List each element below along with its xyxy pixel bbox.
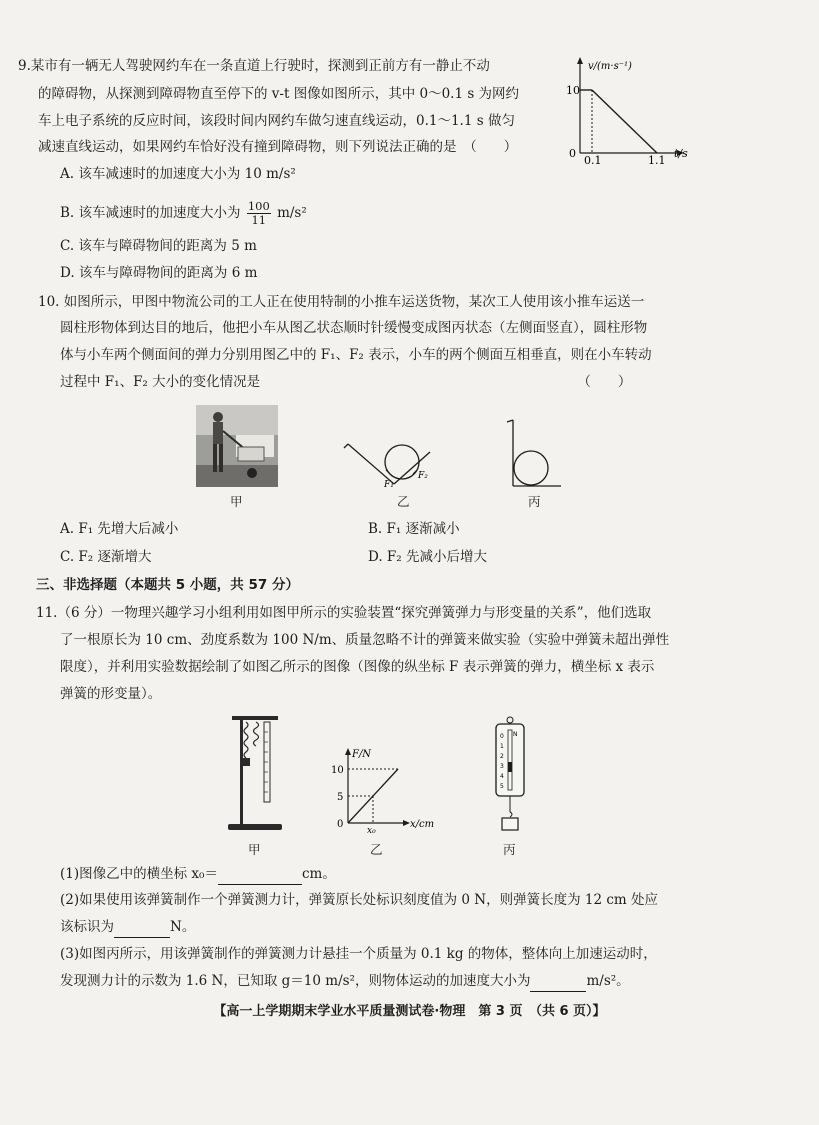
- q11-line-2: 了一根原长为 10 cm、劲度系数为 100 N/m、质量忽略不计的弹簧来做实验（实验中弹簧未超出弹性: [60, 632, 670, 648]
- q9-graph-xtick-1: 0.1: [584, 154, 602, 165]
- q11-part-1-text: (1)图像乙中的横坐标 x₀＝: [60, 866, 218, 882]
- q11-scale-unit: N: [513, 731, 518, 738]
- q11-caption-bing: 丙: [503, 842, 516, 857]
- q10-line-4: 过程中 F₁、F₂ 大小的变化情况是 （ ）: [60, 374, 632, 390]
- q9-line-2: 的障碍物，从探测到障碍物直至停下的 v-t 图像如图所示，其中 0～0.1 s 为网约: [38, 86, 520, 102]
- q10-line-3: 体与小车两个侧面间的弹力分别用图乙中的 F₁、F₂ 表示，小车的两个侧面互相垂直，则在小车转动: [60, 347, 652, 363]
- q9-option-b-fraction: [247, 200, 271, 227]
- q9-option-d: D. 该车与障碍物间的距离为 6 m: [60, 265, 258, 281]
- q11-fx-graph: [330, 745, 445, 835]
- q11-caption-yi: 乙: [370, 842, 383, 857]
- q11-scale-mark-3: 3: [500, 763, 504, 770]
- q9-graph-ylabel: v/(m·s⁻¹): [588, 61, 632, 72]
- q11-graph-xlabel: x/cm: [410, 819, 435, 830]
- q11-line-3: 限度），并利用实验数据绘制了如图乙所示的图像（图像的纵坐标 F 表示弹簧的弹力，横坐标 x 表示: [60, 659, 655, 675]
- q11-part-2-text: 该标识为: [60, 919, 114, 935]
- q10-worker-photo: [196, 405, 278, 487]
- q11-part-2-line-1: (2)如果使用该弹簧制作一个弹簧测力计，弹簧原长处标识刻度值为 0 N，则弹簧长度为 12 cm 处应: [60, 892, 659, 908]
- section-3-heading: 三、非选择题（本题共 5 小题，共 57 分）: [36, 577, 299, 593]
- q9-graph-xtick-2: 1.1: [648, 154, 666, 165]
- q11-scale-mark-0: 0: [500, 733, 504, 740]
- q10-caption-bing: 丙: [528, 494, 541, 509]
- q11-caption-jia: 甲: [248, 842, 261, 857]
- q11-part-1: [60, 864, 336, 885]
- q11-part-2-unit: N。: [170, 919, 196, 935]
- q9-option-b-text: B. 该车减速时的加速度大小为: [60, 205, 241, 221]
- q10-f2-label: F₂: [418, 471, 428, 481]
- q10-trolley-diagram-yi: [338, 430, 448, 490]
- q11-part-1-unit: cm。: [301, 866, 336, 882]
- q10-option-a: A. F₁ 先增大后减小: [60, 521, 179, 537]
- q11-line-4: 弹簧的形变量）。: [60, 686, 162, 702]
- q11-scale-mark-1: 1: [500, 743, 504, 750]
- q11-part-3-unit: m/s²。: [586, 973, 630, 989]
- q11-scale-mark-5: 5: [500, 783, 504, 790]
- q10-line-1: 10. 如图所示，甲图中物流公司的工人正在使用特制的小推车运送货物，某次工人使用该小推车运送一: [38, 294, 645, 310]
- q11-graph-ylabel: F/N: [352, 749, 372, 760]
- q11-line-1: 11.（6 分）一物理兴趣学习小组利用如图甲所示的实验装置“探究弹簧弹力与形变量的关系”，他们选取: [36, 605, 652, 621]
- q11-part-1-answer-blank[interactable]: [218, 864, 302, 885]
- q9-graph-origin: 0: [569, 147, 576, 160]
- q11-graph-ytick-5: 5: [337, 792, 344, 803]
- q11-spring-apparatus: [226, 712, 286, 836]
- q9-option-a: A. 该车减速时的加速度大小为 10 m/s²: [60, 166, 296, 182]
- q10-caption-jia: 甲: [230, 494, 243, 509]
- q10-line-2: 圆柱形物体到达目的地后，他把小车从图乙状态顺时针缓慢变成图丙状态（左侧面竖直），圆柱形物: [60, 320, 648, 336]
- q9-option-c: C. 该车与障碍物间的距离为 5 m: [60, 238, 257, 254]
- q11-graph-ytick-10: 10: [331, 765, 344, 776]
- q10-option-c: C. F₂ 逐渐增大: [60, 549, 152, 565]
- q9-fraction-numerator: 100: [247, 199, 270, 213]
- q10-trolley-diagram-bing: [505, 418, 565, 490]
- q9-vt-graph: [560, 55, 710, 165]
- q11-graph-origin: 0: [337, 819, 344, 830]
- q9-line-3: 车上电子系统的反应时间，该段时间内网约车做匀速直线运动，0.1～1.1 s 做匀: [38, 113, 515, 129]
- q9-fraction-denominator: 11: [251, 213, 267, 227]
- q9-option-b: [60, 199, 307, 227]
- q11-scale-mark-2: 2: [500, 753, 504, 760]
- q11-part-2-line-2: [60, 917, 195, 938]
- page-footer: 【高一上学期期末学业水平质量测试卷·物理 第 3 页 （共 6 页）】: [213, 1004, 606, 1019]
- q11-part-3-line-1: (3)如图丙所示，用该弹簧制作的弹簧测力计悬挂一个质量为 0.1 kg 的物体，整体向上加速运动时，: [60, 946, 657, 962]
- q10-caption-yi: 乙: [397, 494, 410, 509]
- q11-spring-scale: [488, 716, 532, 834]
- q11-part-2-answer-blank[interactable]: [114, 917, 170, 938]
- q11-part-3-text: 发现测力计的示数为 1.6 N，已知取 g＝10 m/s²，则物体运动的加速度大小为: [60, 973, 531, 989]
- q9-graph-xlabel: t/s: [674, 147, 688, 160]
- q11-graph-xtick: x₀: [367, 826, 376, 835]
- q9-line-1: 9.某市有一辆无人驾驶网约车在一条直道上行驶时，探测到正前方有一静止不动: [18, 58, 490, 74]
- q9-line-4: 减速直线运动，如果网约车恰好没有撞到障碍物，则下列说法正确的是 （ ）: [38, 139, 518, 155]
- q10-f1-label: F₁: [384, 480, 394, 490]
- q9-option-b-unit: m/s²: [277, 205, 307, 221]
- q11-scale-mark-4: 4: [500, 773, 504, 780]
- q9-graph-ytick: 10: [566, 84, 580, 97]
- q10-option-b: B. F₁ 逐渐减小: [368, 521, 460, 537]
- q11-part-3-answer-blank[interactable]: [530, 971, 586, 992]
- q10-option-d: D. F₂ 先减小后增大: [368, 549, 487, 565]
- q11-part-3-line-2: [60, 971, 630, 992]
